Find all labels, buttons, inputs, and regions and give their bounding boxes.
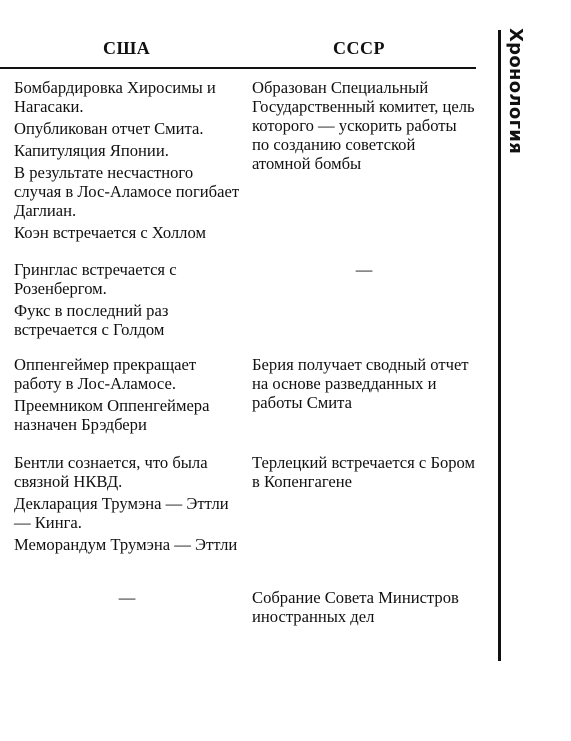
event-text: Терлецкий встречается с Бором в Копенгагене <box>252 453 476 491</box>
empty-dash: — <box>355 260 373 279</box>
event-text: Преемником Оппенгеймера назначен Брэдбери <box>14 396 210 434</box>
event-text: Собрание Совета Министров иностранных дел <box>252 588 459 626</box>
event-text: Бентли сознается, что была связной НКВД. <box>14 453 208 491</box>
event-text: Образован Специальный Государственный комитет, цель которого — ускорить работы по созданию советской атомной бомбы <box>252 78 475 173</box>
row-1-ussr <box>252 78 476 176</box>
row-1-usa <box>14 78 240 245</box>
event-text: Коэн встречается с Холлом <box>14 223 206 242</box>
event-text: Опубликован отчет Смита. <box>14 119 204 138</box>
event-text: Фукс в последний раз встречается с Голдом <box>14 301 169 339</box>
column-header-usa: США <box>103 38 151 58</box>
event-text: Берия получает сводный отчет на основе разведданных и работы Смита <box>252 355 469 412</box>
row-3-usa <box>14 355 240 437</box>
row-2-ussr <box>252 260 476 282</box>
event-text: Оппенгеймер прекращает работу в Лос-Аламосе. <box>14 355 197 393</box>
row-3-ussr <box>252 355 476 415</box>
side-title-text: Хронология <box>505 28 526 155</box>
row-4-ussr <box>252 453 476 494</box>
side-vertical-rule <box>498 30 501 661</box>
event-text: В результате несчастного случая в Лос-Аламосе погибает Даглиан. <box>14 163 240 220</box>
event-text: Меморандум Трумэна — Эттли <box>14 535 238 554</box>
event-text: Бомбардировка Хиросимы и Нагасаки. <box>14 78 216 116</box>
row-5-usa <box>14 588 240 610</box>
event-text: Капитуляция Японии. <box>14 141 169 160</box>
event-text: Декларация Трумэна — Эттли — Кинга. <box>14 494 229 532</box>
row-2-usa <box>14 260 240 342</box>
row-4-usa <box>14 453 240 557</box>
header-rule <box>0 67 476 69</box>
empty-dash: — <box>118 588 136 607</box>
side-title <box>502 28 526 155</box>
row-5-ussr <box>252 588 476 629</box>
event-text: Гринглас встречается с Розенбергом. <box>14 260 177 298</box>
column-header-ussr: СССР <box>333 38 385 58</box>
